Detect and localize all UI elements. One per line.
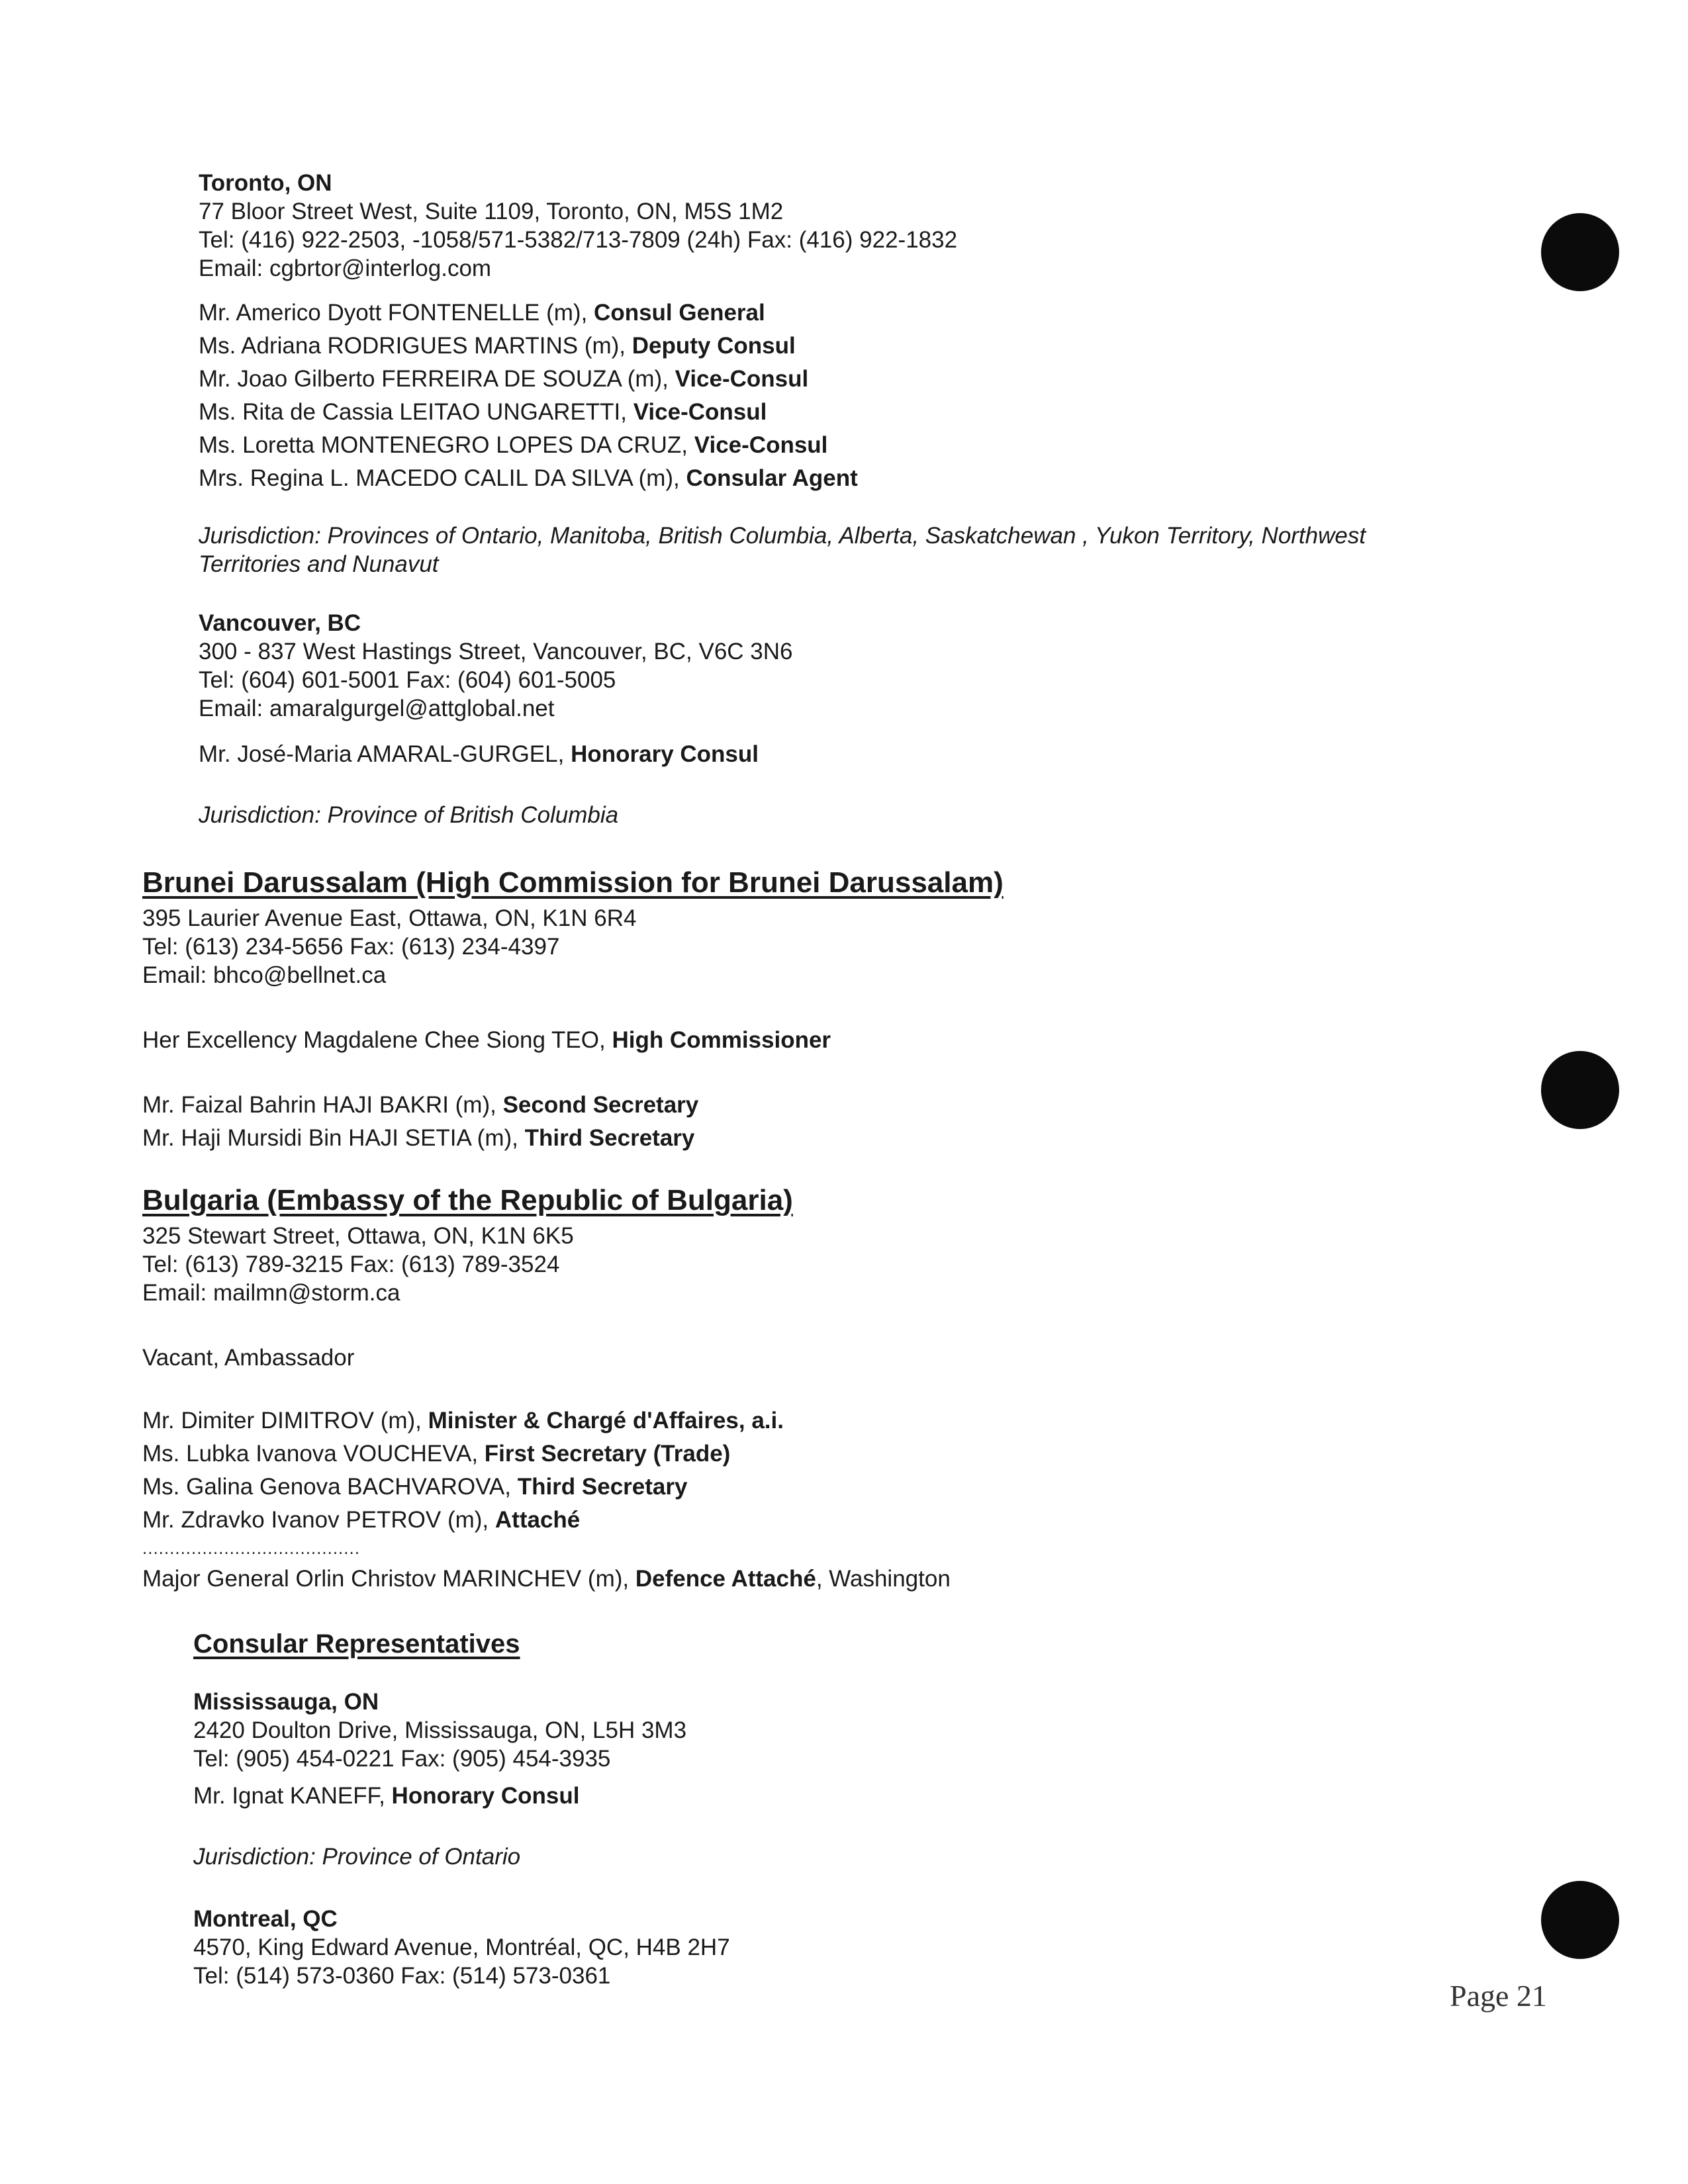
staff-entry: Mr. Ignat KANEFF, Honorary Consul: [193, 1783, 580, 1809]
staff-entry: Mr. Joao Gilberto FERREIRA DE SOUZA (m), Vice-Consul: [199, 366, 809, 392]
toronto-section: [199, 169, 957, 283]
staff-entry: Mr. José-Maria AMARAL-GURGEL, Honorary Consul: [199, 741, 759, 767]
brunei-contact: [142, 904, 636, 989]
email: Email: cgbrtor@interlog.com: [199, 255, 492, 281]
address: 300 - 837 West Hastings Street, Vancouver, BC, V6C 3N6: [199, 639, 793, 664]
jurisdiction-note: Jurisdiction: Provinces of Ontario, Manitoba, British Columbia, Alberta, Saskatchewan , Yukon Territory, Northwest Territories and Nunavut: [199, 523, 1366, 577]
telephone: Tel: (514) 573-0360 Fax: (514) 573-0361: [193, 1963, 611, 1989]
dotted-separator: ........................................: [142, 1538, 360, 1558]
defence-attache-entry: Major General Orlin Christov MARINCHEV (m), Defence Attaché, Washington: [142, 1566, 951, 1592]
staff-entry: Ms. Rita de Cassia LEITAO UNGARETTI, Vice-Consul: [199, 399, 767, 425]
section-heading: Vancouver, BC: [199, 610, 361, 636]
montreal-section: [193, 1905, 730, 1990]
section-heading: Mississauga, ON: [193, 1689, 379, 1715]
staff-entry: Ms. Adriana RODRIGUES MARTINS (m), Deputy Consul: [199, 333, 796, 359]
bulgaria-staff-list: [142, 1404, 784, 1537]
vancouver-section: [199, 609, 793, 723]
section-heading: Toronto, ON: [199, 170, 332, 196]
telephone: Tel: (416) 922-2503, -1058/571-5382/713-7809 (24h) Fax: (416) 922-1832: [199, 227, 958, 253]
telephone: Tel: (613) 789-3215 Fax: (613) 789-3524: [142, 1251, 560, 1277]
page-number: Page 21: [1450, 1979, 1547, 2013]
staff-entry: Mr. Faizal Bahrin HAJI BAKRI (m), Second Secretary: [142, 1092, 699, 1118]
telephone: Tel: (905) 454-0221 Fax: (905) 454-3935: [193, 1746, 611, 1772]
staff-entry: Mrs. Regina L. MACEDO CALIL DA SILVA (m), Consular Agent: [199, 465, 858, 491]
section-heading: Montreal, QC: [193, 1906, 338, 1932]
punch-hole-mark: [1541, 213, 1619, 291]
staff-entry: Ms. Loretta MONTENEGRO LOPES DA CRUZ, Vice-Consul: [199, 432, 828, 458]
address: 4570, King Edward Avenue, Montréal, QC, H4B 2H7: [193, 1934, 730, 1960]
country-heading: Brunei Darussalam (High Commission for Brunei Darussalam): [142, 866, 1004, 899]
email: Email: mailmn@storm.ca: [142, 1280, 400, 1306]
bulgaria-contact: [142, 1222, 574, 1307]
staff-entry: Mr. Dimiter DIMITROV (m), Minister & Chargé d'Affaires, a.i.: [142, 1408, 784, 1433]
mississauga-section: [193, 1688, 686, 1773]
email: Email: bhco@bellnet.ca: [142, 962, 387, 988]
head-of-mission: Her Excellency Magdalene Chee Siong TEO, High Commissioner: [142, 1027, 831, 1053]
staff-entry: Ms. Lubka Ivanova VOUCHEVA, First Secretary (Trade): [142, 1441, 731, 1467]
address: 395 Laurier Avenue East, Ottawa, ON, K1N 6R4: [142, 905, 637, 931]
brunei-staff-list: [142, 1089, 698, 1155]
email: Email: amaralgurgel@attglobal.net: [199, 696, 555, 721]
head-of-mission: Vacant, Ambassador: [142, 1345, 355, 1371]
staff-entry: Mr. Haji Mursidi Bin HAJI SETIA (m), Third Secretary: [142, 1125, 695, 1151]
staff-entry: Mr. Americo Dyott FONTENELLE (m), Consul General: [199, 300, 765, 326]
jurisdiction-note: Jurisdiction: Province of Ontario: [193, 1844, 521, 1870]
country-heading: Bulgaria (Embassy of the Republic of Bulgaria): [142, 1184, 793, 1216]
toronto-staff-list: [199, 296, 858, 495]
address: 2420 Doulton Drive, Mississauga, ON, L5H 3M3: [193, 1717, 687, 1743]
punch-hole-mark: [1541, 1051, 1619, 1129]
address: 77 Bloor Street West, Suite 1109, Toronto, ON, M5S 1M2: [199, 199, 784, 224]
jurisdiction-note: Jurisdiction: Province of British Columbia: [199, 802, 619, 828]
staff-entry: Ms. Galina Genova BACHVAROVA, Third Secretary: [142, 1474, 688, 1500]
telephone: Tel: (604) 601-5001 Fax: (604) 601-5005: [199, 667, 616, 693]
staff-entry: Mr. Zdravko Ivanov PETROV (m), Attaché: [142, 1507, 581, 1533]
punch-hole-mark: [1541, 1881, 1619, 1959]
telephone: Tel: (613) 234-5656 Fax: (613) 234-4397: [142, 934, 560, 960]
consular-representatives-heading: Consular Representatives: [193, 1629, 520, 1659]
address: 325 Stewart Street, Ottawa, ON, K1N 6K5: [142, 1223, 574, 1249]
